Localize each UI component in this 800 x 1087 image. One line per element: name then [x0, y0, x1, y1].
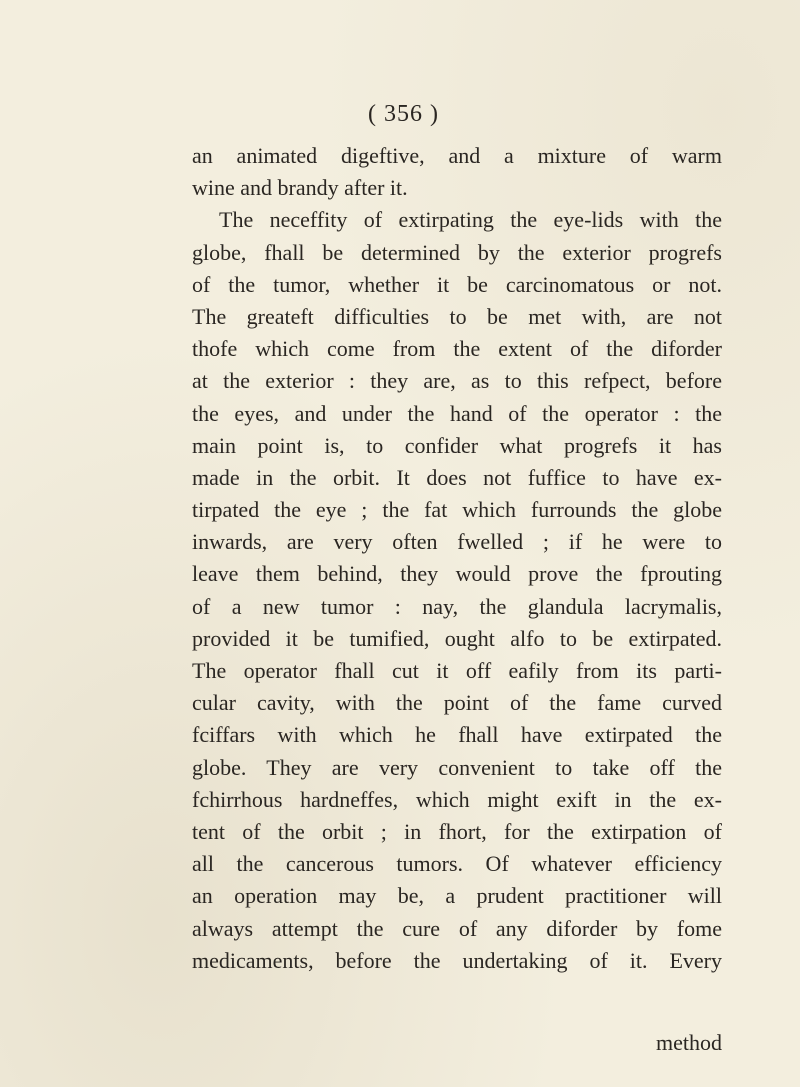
body-text	[192, 140, 722, 977]
text-line: wine and brandy after it.	[192, 175, 408, 201]
text-line: tirpated the eye ; the fat which furrounds the globe	[192, 497, 722, 523]
text-line: tent of the orbit ; in fhort, for the extirpation of	[192, 818, 722, 844]
text-line: leave them behind, they would prove the fprouting	[192, 561, 722, 587]
catchword: method	[656, 1030, 722, 1055]
text-line: medicaments, before the undertaking of it. Every	[192, 947, 722, 973]
text-line: at the exterior : they are, as to this refpect, before	[192, 368, 722, 394]
text-line: an animated digeftive, and a mixture of warm	[192, 143, 722, 168]
text-line: inwards, are very often fwelled ; if he were to	[192, 529, 722, 555]
text-line: always attempt the cure of any diforder by fome	[192, 915, 722, 941]
text-line: of a new tumor : nay, the glandula lacrymalis,	[192, 593, 722, 619]
text-line: cular cavity, with the point of the fame curved	[192, 690, 722, 716]
text-line: an operation may be, a prudent practitioner will	[192, 883, 722, 909]
text-line: main point is, to confider what progrefs it has	[192, 432, 722, 458]
text-line: all the cancerous tumors. Of whatever efficiency	[192, 851, 722, 877]
text-line: provided it be tumified, ought alfo to be extirpated.	[192, 625, 722, 651]
text-line: globe. They are very convenient to take off the	[192, 754, 722, 780]
text-line: globe, fhall be determined by the exterior progrefs	[192, 239, 722, 265]
text-line: fchirrhous hardneffes, which might exift in the ex-	[192, 786, 722, 812]
text-line: of the tumor, whether it be carcinomatous or not.	[192, 271, 722, 297]
page-number: ( 356 )	[368, 101, 439, 127]
text-line: thofe which come from the extent of the diforder	[192, 336, 722, 362]
text-line: the eyes, and under the hand of the operator : the	[192, 400, 722, 426]
text-line: The operator fhall cut it off eafily from its parti-	[192, 658, 722, 683]
text-line: fciffars with which he fhall have extirpated the	[192, 722, 722, 748]
text-line: made in the orbit. It does not fuffice to have ex-	[192, 464, 722, 490]
text-line: The neceffity of extirpating the eye-lids with the	[219, 207, 722, 233]
text-line: The greateft difficulties to be met with, are not	[192, 303, 722, 329]
